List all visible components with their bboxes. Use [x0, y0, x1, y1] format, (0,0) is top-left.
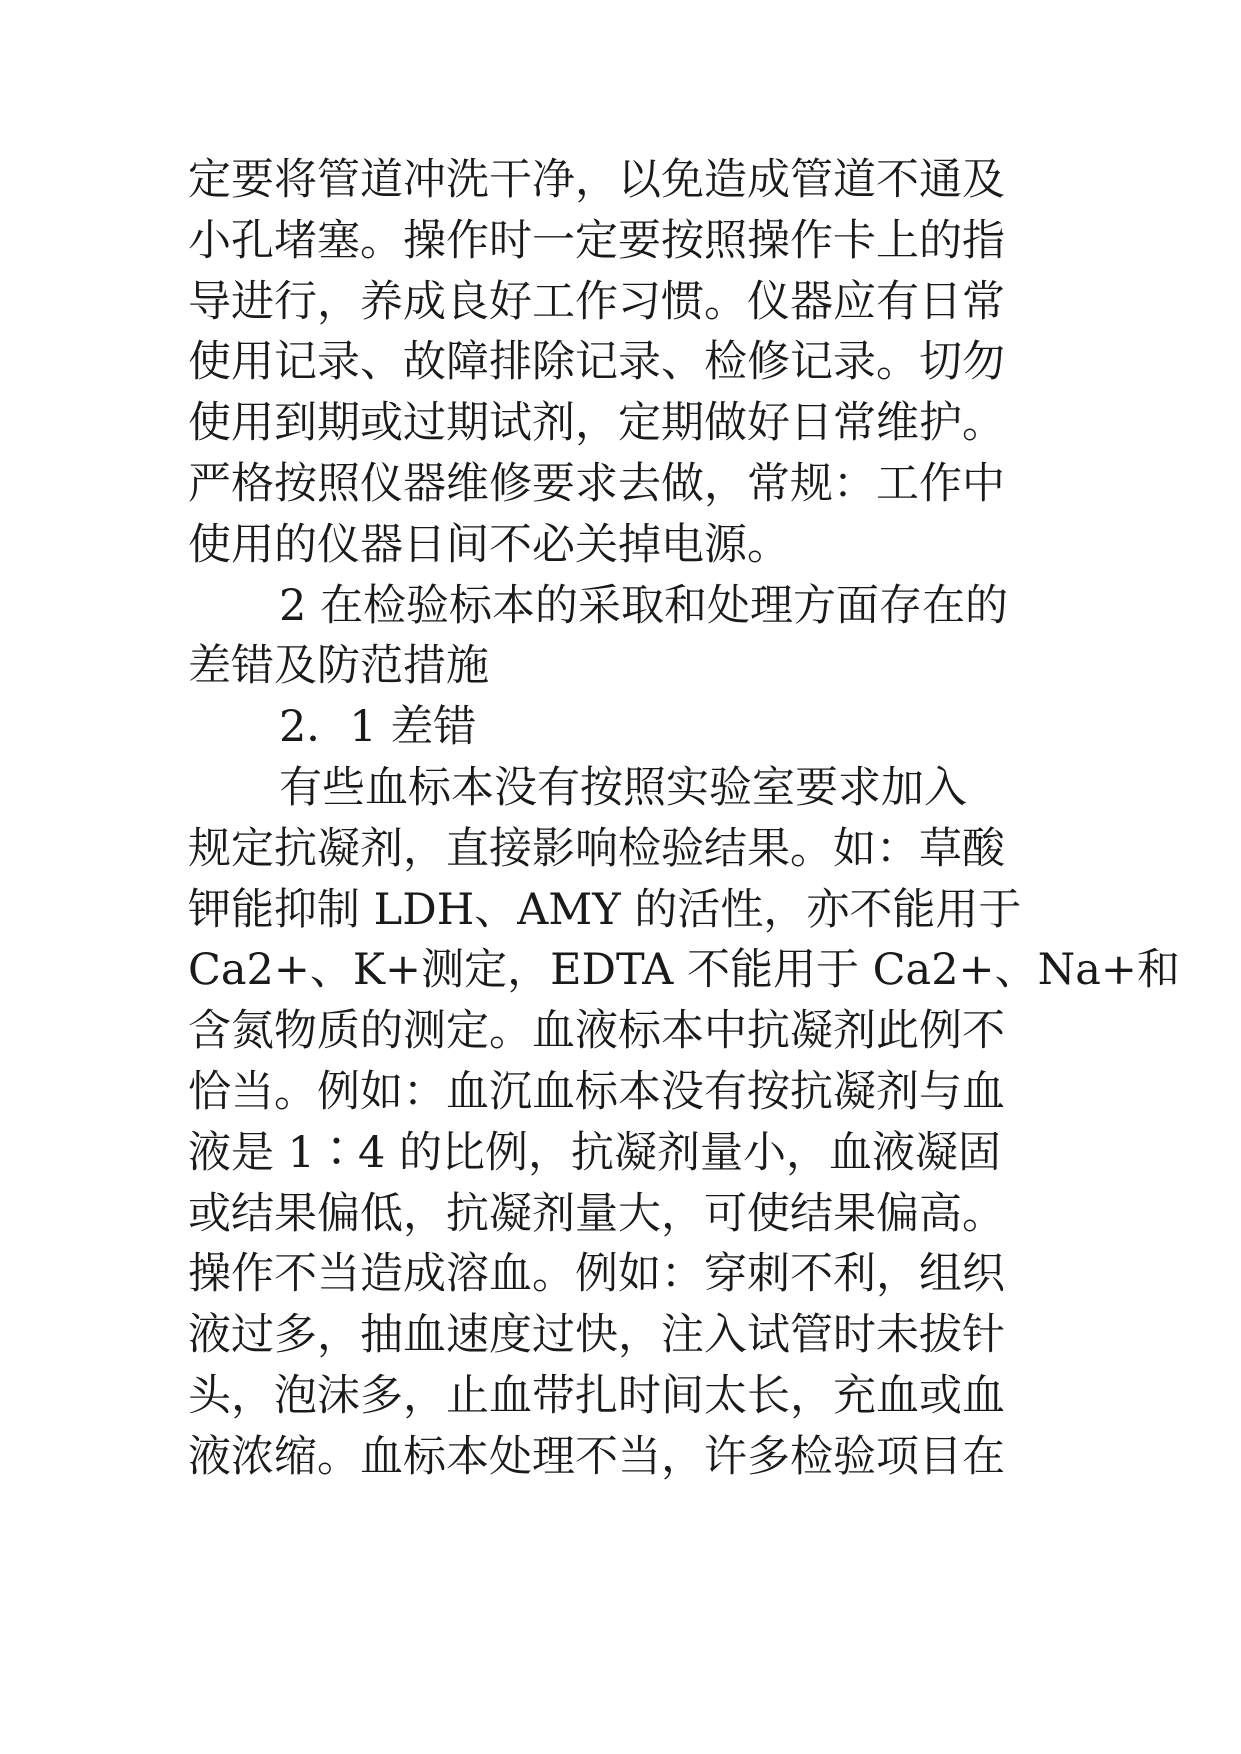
text-line: 小孔堵塞。操作时一定要按照操作卡上的指: [188, 215, 1005, 266]
text-line: 液是 1∶4 的比例，抗凝剂量小，血液凝固: [188, 1127, 1002, 1178]
subsection-heading: 2．1 差错: [279, 702, 477, 753]
section-heading: 2 在检验标本的采取和处理方面存在的: [279, 580, 1009, 631]
text-line: 定要将管道冲洗干净，以免造成管道不通及: [188, 155, 1005, 205]
body-text: [188, 150, 1180, 1488]
text-line: 使用的仪器日间不必关掉电源。: [188, 519, 790, 570]
text-line: 严格按照仪器维修要求去做，常规：工作中: [188, 458, 1005, 509]
text-line: 使用到期或过期试剂，定期做好日常维护。: [188, 398, 1005, 449]
text-line: 规定抗凝剂，直接影响检验结果。如：草酸: [188, 823, 1005, 874]
text-line: 使用记录、故障排除记录、检修记录。切勿: [188, 337, 1005, 388]
paragraph-start: 有些血标本没有按照实验室要求加入: [279, 762, 967, 813]
text-line: 液浓缩。血标本处理不当，许多检验项目在: [188, 1431, 1005, 1482]
text-line: Ca2+、K+测定，EDTA 不能用于 Ca2+、Na+和: [188, 945, 1180, 996]
text-line: 液过多，抽血速度过快，注入试管时未拔针: [188, 1310, 1005, 1361]
text-line: 或结果偏低，抗凝剂量大，可使结果偏高。: [188, 1188, 1005, 1239]
text-line: 含氮物质的测定。血液标本中抗凝剂此例不: [188, 1006, 1005, 1057]
section-heading-continued: 差错及防范措施: [188, 641, 489, 692]
text-line: 操作不当造成溶血。例如：穿刺不利，组织: [188, 1249, 1005, 1300]
text-line: 头，泡沫多，止血带扎时间太长，充血或血: [188, 1370, 1005, 1421]
text-line: 钾能抑制 LDH、AMY 的活性，亦不能用于: [188, 884, 1022, 935]
text-line: 恰当。例如：血沉血标本没有按抗凝剂与血: [188, 1066, 1005, 1117]
text-line: 导进行，养成良好工作习惯。仪器应有日常: [188, 276, 1005, 327]
